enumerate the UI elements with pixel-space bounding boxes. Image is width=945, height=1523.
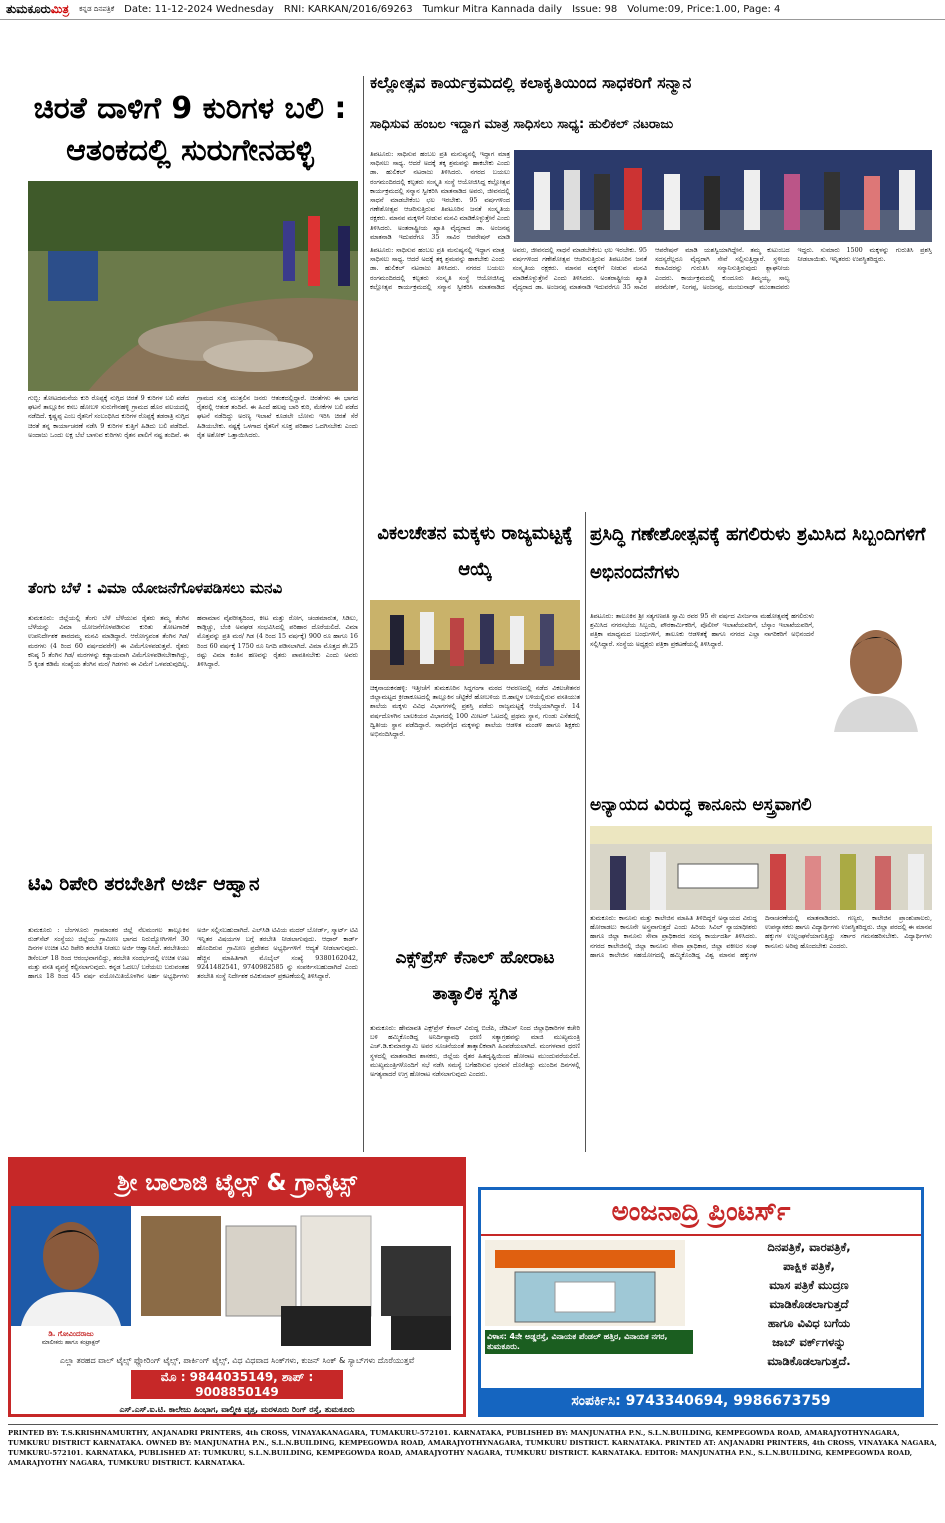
story4-headline: ಕಲ್ಲೋತ್ಸವ ಕಾರ್ಯಕ್ರಮದಲ್ಲಿ ಕಲಾಕೃತಿಯಿಂದ ಸಾಧಕರಿಗೆ ಸನ್ಮಾನ bbox=[370, 74, 692, 92]
story1-body: ಗುಬ್ಬಿ: ತೋಟದಮನೆಯ ಕುರಿ ರೊಪ್ಪಕ್ಕೆ ನುಗ್ಗಿದ ಚಿರತೆ 9 ಕುರಿಗಳ ಬಲಿ ಪಡೆದ ಘಟನೆ ತಾಲ್ಲೂಕಿನ ಕಸಬ ಹೋಬಳಿ ಸುರುಗೇನಹಳ್ಳಿ ಗ್ರಾಮದ ಹೊರ ವಲಯದಲ್ಲಿ ನಡೆದಿದೆ. ಕೃಷ್ಣಪ್ಪ ಎಂಬ ರೈತನಿಗೆ ಸಂಬಂಧಿಸಿದ ಕುರಿಗಳ ರೊಪ್ಪಕ್ಕೆ ತಡರಾತ್ರಿ ನುಗ್ಗಿದ ಚಿರತೆ ತನ್ನ ಕಾರ್ಯಾಚರಣೆ ನಡೆಸಿ 9 ಕುರಿಗಳ ಕುತ್ತಿಗೆ ಹಿಡಿದು ಬಲಿ ಪಡೆದಿದೆ. ಅಂದಾಜು ಒಂದು ಲಕ್ಷ ಬೆಲೆ ಬಾಳುವ ಕುರಿಗಳು ರೈತನ ಪಾಲಿಗೆ ನಷ್ಟ ತಂದಿವೆ. ಈ ಗ್ರಾಮದ ಸುತ್ತ ಮುತ್ತಲಿನ ಜನರು ಆತಂಕದಲ್ಲಿದ್ದಾರೆ. ಚಿರತೆಗಳು ಈ ಭಾಗದ ರೈತರಲ್ಲಿ ಆತಂಕ ತಂದಿವೆ. ಈ ಹಿಂದೆ ಹಲವು ಬಾರಿ ಕುರಿ, ಮೇಕೆಗಳ ಬಲಿ ಪಡೆದ ಘಟನೆ ನಡೆದಿದ್ದು ಅರಣ್ಯ ಇಲಾಖೆ ಕೂಡಲೇ ಬೋನು ಇರಿಸಿ ಚಿರತೆ ಸೆರೆ ಹಿಡಿಯಬೇಕು. ನಷ್ಟಕ್ಕೆ ಒಳಗಾದ ರೈತನಿಗೆ ಸೂಕ್ತ ಪರಿಹಾರ ಒದಗಿಸಬೇಕು ಎಂದು ರೈತ ಅಶೋಕ್ ಒತ್ತಾಯಿಸಿದರು. bbox=[28, 394, 358, 439]
story5-headline: ವಿಕಲಚೇತನ ಮಕ್ಕಳು ರಾಜ್ಯಮಟ್ಟಕ್ಕೆ ಆಯ್ಕೆ bbox=[377, 523, 573, 580]
story8-photo bbox=[590, 826, 932, 910]
story5-body: ಚಿಕ್ಕನಾಯಕನಹಳ್ಳಿ: ಇತ್ತೀಚೆಗೆ ತುಮಕೂರಿನ ಸಿದ್ದಗಂಗಾ ಮಠದ ಆವರಣದಲ್ಲಿ ನಡೆದ ವಿಕಲಚೇತನರ ಜಿಲ್ಲಾಮಟ್ಟದ ಕ್ರೀಡಾಕೂಟದಲ್ಲಿ ತಾಲ್ಲೂಕಿನ ಚೆಟ್ಟಿಕೆರೆ ಹೋಬಳಿಯ ಬಿ.ಹಾಲ್ದಳ ಬಳಿಯಲ್ಲಿರುವ ವಸತಿಯುತ ಶಾಲೆಯ ಮಕ್ಕಳು ವಿವಿಧ ವಿಭಾಗಗಳಲ್ಲಿ ಪ್ರಶಸ್ತಿ ಪಡೆದು ರಾಜ್ಯಮಟ್ಟಕ್ಕೆ ಆಯ್ಕೆಯಾಗಿದ್ದಾರೆ. 14 ವರ್ಷದೊಳಗಿನ ಬಾಲಕಿಯರ ವಿಭಾಗದಲ್ಲಿ 100 ಮೀಟರ್ ಓಟದಲ್ಲಿ ಪ್ರಥಮ ಸ್ಥಾನ, ಗುಂಡು ಎಸೆತದಲ್ಲಿ ದ್ವಿತೀಯ ಸ್ಥಾನ ಪಡೆದಿದ್ದಾರೆ. ಸಾಧನೆಗೈದ ಮಕ್ಕಳನ್ನು ಶಾಲೆಯ ಆಡಳಿತ ಮಂಡಳಿ ಹಾಗೂ ಶಿಕ್ಷಕರು ಅಭಿನಂದಿಸಿದ್ದಾರೆ. bbox=[370, 684, 580, 739]
story4-body: ತಿಪಟೂರು: ಸಾಧಿಸುವ ಹಂಬಲ ಪ್ರತಿ ಮನುಷ್ಯನಲ್ಲಿ ಇದ್ದಾಗ ಮಾತ್ರ ಸಾಧಿಸಲು ಸಾಧ್ಯ. ಆದರೆ ಅದಕ್ಕೆ ತಕ್ಕ ಶ್ರಮವನ್ನು ಹಾಕಬೇಕು ಎಂದು ಡಾ. ಹುಲಿಕಲ್ ನಟರಾಜು ತಿಳಿಸಿದರು. ನಗರದ ಬಯಲು ರಂಗಮಂದಿರದಲ್ಲಿ ಕಲ್ಪತರು ಸಂಸ್ಕೃತಿ ಸಂಸ್ಥೆ ಆಯೋಜಿಸಿದ್ದ ಕಲ್ಲೋತ್ಸವ ಕಾರ್ಯಕ್ರಮದಲ್ಲಿ ಸನ್ಮಾನ ಸ್ವೀಕರಿಸಿ ಮಾತನಾಡಿದ ಅವರು, ಜೀವನದಲ್ಲಿ ಸಾಧನೆ ಮಾಡಬೇಕೆಂಬ ಛಲ ಇರಬೇಕು. 95 ವರ್ಷಗಳಿಂದ ಗಣೇಶೋತ್ಸವ ಆಚರಿಸುತ್ತಿರುವ ತಿಪಟೂರಿನ ಜನತೆ ಸಂಸ್ಕೃತಿಯ ರಕ್ಷಕರು. ಮಾನವ ಮಕ್ಕಳಿಗೆ ನೀಡುವ ಮನವಿ ಮಾಡಿಕೊಳ್ಳುತ್ತೇನೆ ಎಂದು ತಿಳಿಸಿದರು. ಅಂತರಾಷ್ಟ್ರೀಯ ಖ್ಯಾತಿ ವೈದ್ಯರಾದ ಡಾ. ಅಂಜನಪ್ಪ ಮಾತನಾಡಿ ಇದುವರೆಗೂ 35 ಸಾವಿರ ಆಪರೇಷನ್ ಮಾಡಿ bbox=[370, 150, 510, 241]
masthead-tagline: ಕನ್ನಡ ದಿನಪತ್ರಿಕೆ bbox=[79, 5, 115, 13]
story3-body: ತುಮಕೂರು : ಬೆಂಗಳೂರು ಗ್ರಾಮಾಂತರ ಜಿಲ್ಲೆ ನೆಲಮಂಗಲ ತಾಲ್ಲೂಕಿನ ರುಡ್‌ಸೆಟ್ ಸಂಸ್ಥೆಯು ಜಿಲ್ಲೆಯ ಗ್ರಾಮೀಣ ಭಾಗದ ನಿರುದ್ಯೋಗಿಗಳಿಗೆ 30 ದಿನಗಳ ಉಚಿತ ಟಿವಿ ರಿಪೇರಿ ತರಬೇತಿ ನೀಡಲು ಅರ್ಜಿ ಆಹ್ವಾನಿಸಿದೆ. ತರಬೇತಿಯು ಡಿಸೆಂಬರ್ 18 ರಿಂದ ಆರಂಭವಾಗಲಿದ್ದು, ತರಬೇತಿ ಸಂದರ್ಭದಲ್ಲಿ ಉಚಿತ ಊಟ ಮತ್ತು ವಸತಿ ವ್ಯವಸ್ಥೆ ಕಲ್ಪಿಸಲಾಗುವುದು. ಕನ್ನಡ ಓದಲು/ ಬರೆಯಲು ಬರುವಂತಹ ಹಾಗೂ 18 ರಿಂದ 45 ವರ್ಷ ವಯೋಮಿತಿಯೊಳಗಿನ ಅರ್ಹ ಅಭ್ಯರ್ಥಿಗಳು ಅರ್ಜಿ ಸಲ್ಲಿಸಬಹುದಾಗಿದೆ. ಎಲ್‌ಸಿಡಿ ಟಿವಿಯ ಮದರ್ ಬೋರ್ಡ್, ಸ್ಮಾರ್ಟ್ ಟಿವಿ ಇನ್ನಿತರ ವಿಷಯಗಳ ಬಗ್ಗೆ ತರಬೇತಿ ನೀಡಲಾಗುವುದು. ಆಧಾರ್ ಕಾರ್ಡ್ ಹೊಂದಿರುವ ಗ್ರಾಮೀಣ ಪ್ರದೇಶದ ಅಭ್ಯರ್ಥಿಗಳಿಗೆ ಆದ್ಯತೆ ನೀಡಲಾಗುವುದು. ಹೆಚ್ಚಿನ ಮಾಹಿತಿಗಾಗಿ ಮೊಬೈಲ್ ಸಂಖ್ಯೆ 9380162042, 9241482541, 9740982585 ನ್ನು ಸಂಪರ್ಕಿಸಬಹುದಾಗಿದೆ ಎಂದು ತರಬೇತಿ ಸಂಸ್ಥೆ ನಿರ್ದೇಶಕ ರವಿಕುಮಾರ್ ಪ್ರಕಟಣೆಯಲ್ಲಿ ತಿಳಿಸಿದ್ದಾರೆ. bbox=[28, 926, 358, 981]
masthead-date: Date: 11-12-2024 Wednesday bbox=[124, 4, 274, 15]
story6-headline: ಎಕ್ಸ್‌ಪ್ರೆಸ್ ಕೆನಾಲ್ ಹೋರಾಟ ತಾತ್ಕಾಲಿಕ ಸ್ಥಗಿತ bbox=[395, 948, 555, 1004]
story8-body: ತುಮಕೂರು: ಕಾನೂನು ಮತ್ತು ಕಾಲೇಜಿನ ಮಾಹಿತಿ ತಿಳಿದಿದ್ದರೆ ಅನ್ಯಾಯದ ವಿರುದ್ಧ ಹೋರಾಡಲು ಕಾನೂನೇ ಅಸ್ತ್ರವಾಗುತ್ತದೆ ಎಂದು ಹಿರಿಯ ಸಿವಿಲ್ ನ್ಯಾಯಾಧೀಶರು ಹಾಗೂ ಜಿಲ್ಲಾ ಕಾನೂನು ಸೇವಾ ಪ್ರಾಧಿಕಾರದ ಸದಸ್ಯ ಕಾರ್ಯದರ್ಶಿ ತಿಳಿಸಿದರು. ನಗರದ ಕಾಲೇಜಿನಲ್ಲಿ ಜಿಲ್ಲಾ ಕಾನೂನು ಸೇವಾ ಪ್ರಾಧಿಕಾರ, ಜಿಲ್ಲಾ ವಕೀಲರ ಸಂಘ ಹಾಗೂ ಕಾಲೇಜಿನ ಸಹಯೋಗದಲ್ಲಿ ಹಮ್ಮಿಕೊಂಡಿದ್ದ ವಿಶ್ವ ಮಾನವ ಹಕ್ಕುಗಳ ದಿನಾಚರಣೆಯಲ್ಲಿ ಮಾತನಾಡಿದರು. ಗಣ್ಯರು, ಕಾಲೇಜಿನ ಪ್ರಾಂಶುಪಾಲರು, ಉಪನ್ಯಾಸಕರು ಹಾಗೂ ವಿದ್ಯಾರ್ಥಿಗಳು ಉಪಸ್ಥಿತರಿದ್ದರು. ಜಿಲ್ಲಾ ಪರದಲ್ಲಿ ಈ ಮಾನವ ಹಕ್ಕುಗಳ ಉಲ್ಲಂಘನೆಯಾಗುತ್ತಿದ್ದು ಸರ್ಕಾರ ಗಮನಹರಿಸಬೇಕು. ವಿದ್ಯಾರ್ಥಿಗಳು ಕಾನೂನು ಅರಿವು ಹೊಂದಬೇಕು ಎಂದರು. bbox=[590, 914, 932, 959]
masthead-volume: Volume:09, Price:1.00, Page: 4 bbox=[627, 4, 781, 15]
story2-headline: ತೆಂಗು ಬೆಳೆ : ವಿಮಾ ಯೋಜನೆಗೊಳಪಡಿಸಲು ಮನವಿ bbox=[28, 580, 283, 597]
ad1-portrait bbox=[11, 1206, 131, 1356]
ad2-shop bbox=[481, 1236, 697, 1371]
ad2-contact: ಸಂಪರ್ಕಿಸಿ: 9743340694, 9986673759 bbox=[481, 1388, 921, 1414]
ad2-service: ಜಾಬ್ ವರ್ಕ್‌ಗಳನ್ನು bbox=[772, 1335, 846, 1349]
ad2-address: ವಿಳಾಸ: 4ನೇ ಅಡ್ಡರಸ್ತೆ, ವಿನಾಯಕ ಪೆಂಡಲ್ ಹತ್ತಿರ, ವಿನಾಯಕ ನಗರ, ತುಮಕೂರು. bbox=[485, 1330, 693, 1354]
ad2-service: ಮಾಸ ಪತ್ರಿಕೆ ಮುದ್ರಣ bbox=[769, 1278, 849, 1292]
story7-body: ತಿಪಟೂರು: ತಾಲೂಕಿನ ಶ್ರೀ ಸತ್ಯಗಣಪತಿ ಸ್ವಾಮಿ ರವರ 95 ನೇ ವರ್ಷದ ವಿಸರ್ಜನಾ ಮಹೋತ್ಸವಕ್ಕೆ ಹಗಲಿರುಳು ಶ್ರಮಿಸಿದ ನಗರಸಭೆಯ ಸಿಬ್ಬಂದಿ, ಪೌರಕಾರ್ಮಿಕರಿಗೆ, ಪೊಲೀಸ್ ಇಲಾಖೆಯವರಿಗೆ, ಬೆಸ್ಕಾಂ ಇಲಾಖೆಯವರಿಗೆ, ಪತ್ರಿಕಾ ಮಾಧ್ಯಮದ ಬಂಧುಗಳಿಗೆ, ತಾಲೂಕು ಆಡಳಿತಕ್ಕೆ ಹಾಗೂ ನಗರದ ಎಲ್ಲಾ ನಾಗರಿಕರಿಗೆ ಅಭಿನಂದನೆ ಸಲ್ಲಿಸಿದ್ದಾರೆ. ಸಂಸ್ಥೆಯ ಅಧ್ಯಕ್ಷರು ಪತ್ರಿಕಾ ಪ್ರಕಟಣೆಯಲ್ಲಿ ತಿಳಿಸಿದ್ದಾರೆ. bbox=[590, 612, 814, 648]
story4-photo bbox=[514, 150, 932, 242]
ad2-service: ಮಾಡಿಕೊಡಲಾಗುತ್ತದೆ bbox=[769, 1297, 849, 1311]
story6-body: ತುಮಕೂರು: ಹೇಮಾವತಿ ಎಕ್ಸ್‌ಪ್ರೆಸ್ ಕೆನಾಲ್ ವಿರುದ್ಧ ಬಿಜೆಪಿ, ಜೆಡಿಎಸ್ ನಿಂದ ಜಿಲ್ಲಾಧಿಕಾರಿಗಳ ಕಚೇರಿ ಬಳಿ ಹಮ್ಮಿಕೊಂಡಿದ್ದ ಅನಿರ್ದಿಷ್ಟಾವಧಿ ಧರಣಿ ಸತ್ಯಾಗ್ರಹವನ್ನು ಮಾಜಿ ಮುಖ್ಯಮಂತ್ರಿ ಎಚ್.ಡಿ.ಕುಮಾರಸ್ವಾಮಿ ಅವರ ಸೂಚನೆಯಂತೆ ತಾತ್ಕಾಲಿಕವಾಗಿ ಹಿಂಪಡೆಯಲಾಗಿದೆ. ಮಂಗಳವಾರ ಧರಣಿ ಸ್ಥಳದಲ್ಲಿ ಮಾತನಾಡಿದ ಶಾಸಕರು, ಜಿಲ್ಲೆಯ ರೈತರ ಹಿತದೃಷ್ಟಿಯಿಂದ ಹೋರಾಟ ಮುಂದುವರೆಯಲಿದೆ. ಮುಖ್ಯಮಂತ್ರಿಗಳೊಂದಿಗೆ ಸಭೆ ನಡೆಸಿ ಸಮಸ್ಯೆ ಬಗೆಹರಿಸುವ ಭರವಸೆ ದೊರೆತಿದ್ದು ಮುಂದಿನ ದಿನಗಳಲ್ಲಿ ಅಗತ್ಯವಾದರೆ ಉಗ್ರ ಹೋರಾಟ ನಡೆಸಲಾಗುವುದು ಎಂದರು. bbox=[370, 1024, 580, 1079]
masthead-logo: ತುಮಕೂರುಮಿತ್ರ bbox=[6, 2, 70, 16]
ad1-desc: ಎಲ್ಲಾ ತರಹದ ವಾಲ್ ಟೈಲ್ಸ್ ಫ್ಲೋರಿಂಗ್ ಟೈಲ್ಸ್, ಪಾರ್ಕಿಂಗ್ ಟೈಲ್ಸ್, ವಿಧ ವಿಧವಾದ ಸಿಂಕ್‌ಗಳು, ಕುಜನ್ ಸಿಂಕ್ & ಸ್ಯಾಬ್‌ಗಳು ದೊರೆಯುತ್ತವೆ bbox=[59, 1356, 415, 1365]
story4-body-continued: ತಿಪಟೂರು: ಸಾಧಿಸುವ ಹಂಬಲ ಪ್ರತಿ ಮನುಷ್ಯನಲ್ಲಿ ಇದ್ದಾಗ ಮಾತ್ರ ಸಾಧಿಸಲು ಸಾಧ್ಯ. ಆದರೆ ಅದಕ್ಕೆ ತಕ್ಕ ಶ್ರಮವನ್ನು ಹಾಕಬೇಕು ಎಂದು ಡಾ. ಹುಲಿಕಲ್ ನಟರಾಜು ತಿಳಿಸಿದರು. ನಗರದ ಬಯಲು ರಂಗಮಂದಿರದಲ್ಲಿ ಕಲ್ಪತರು ಸಂಸ್ಕೃತಿ ಸಂಸ್ಥೆ ಆಯೋಜಿಸಿದ್ದ ಕಲ್ಲೋತ್ಸವ ಕಾರ್ಯಕ್ರಮದಲ್ಲಿ ಸನ್ಮಾನ ಸ್ವೀಕರಿಸಿ ಮಾತನಾಡಿದ ಅವರು, ಜೀವನದಲ್ಲಿ ಸಾಧನೆ ಮಾಡಬೇಕೆಂಬ ಛಲ ಇರಬೇಕು. 95 ವರ್ಷಗಳಿಂದ ಗಣೇಶೋತ್ಸವ ಆಚರಿಸುತ್ತಿರುವ ತಿಪಟೂರಿನ ಜನತೆ ಸಂಸ್ಕೃತಿಯ ರಕ್ಷಕರು. ಮಾನವ ಮಕ್ಕಳಿಗೆ ನೀಡುವ ಮನವಿ ಮಾಡಿಕೊಳ್ಳುತ್ತೇನೆ ಎಂದು ತಿಳಿಸಿದರು. ಅಂತರಾಷ್ಟ್ರೀಯ ಖ್ಯಾತಿ ವೈದ್ಯರಾದ ಡಾ. ಅಂಜನಪ್ಪ ಮಾತನಾಡಿ ಇದುವರೆಗೂ 35 ಸಾವಿರ ಆಪರೇಷನ್ ಮಾಡಿ ಯಶಸ್ವಿಯಾಗಿದ್ದೇನೆ. ತಮ್ಮ ಕುಟುಂಬದ ಸದಸ್ಯರೆಲ್ಲರೂ ವೈದ್ಯರಾಗಿ ಸೇವೆ ಸಲ್ಲಿಸುತ್ತಿದ್ದಾರೆ. ಸ್ಥಳೀಯ ಕಲಾವಿದರನ್ನು ಗುರುತಿಸಿ ಸನ್ಮಾನಿಸುತ್ತಿರುವುದು ಶ್ಲಾಘನೀಯ ಎಂದರು. ಕಾರ್ಯಕ್ರಮದಲ್ಲಿ ಕುಂದೂರು ತಿಮ್ಮಯ್ಯ, ಸಾಲ್ಯ ಪರಮೇಶ್, ನಿಂಗಪ್ಪ, ಅಂಜನಪ್ಪ, ಮಂಜುನಾಥ್ ಮುಂತಾದವರು ಇದ್ದರು. ಸುಮಾರು 1500 ಮಕ್ಕಳನ್ನು ಗುರುತಿಸಿ ಪ್ರಶಸ್ತಿ ನೀಡಲಾಯಿತು. ಇನ್ನಿತರರು ಉಪಸ್ಥಿತರಿದ್ದರು. bbox=[370, 246, 932, 291]
masthead-rni: RNI: KARKAN/2016/69263 bbox=[283, 4, 413, 15]
ad2-service: ದಿನಪತ್ರಿಕೆ, ವಾರಪತ್ರಿಕೆ, bbox=[767, 1240, 851, 1254]
ad2-title: ಅಂಜನಾದ್ರಿ ಪ್ರಿಂಟರ್ಸ್ bbox=[481, 1190, 921, 1236]
ad1-phone: ಮೊ : 9844035149, ಶಾಪ್ : 9008850149 bbox=[131, 1370, 343, 1399]
story7-portrait bbox=[820, 612, 932, 732]
masthead bbox=[0, 0, 945, 20]
footer-imprint: PRINTED BY: T.S.KRISHNAMURTHY, ANJANADRI PRINTERS, 4th CROSS, VINAYAKANAGARA, TUMAKURU-572101. KARNATAKA, PUBLISHED BY: MANJUNATHA P.N., S.L.N.BUILDING, KEMPEGOWDA ROAD, AMARAJYOTHYNAGARA, TUMKURU DISTRICT KARNATAKA. OWNED BY: MANJUNATHA P.N., S.L.N.BUILDING, KEMPEGOWDA ROAD, AMARAJYOTHYNAGARA, TUMKURU DISTRICT. KARNATAKA. PRINTED AT: ANJANADRI PRINTERS, 4th CROSS, VINAYAKA NAGARA, TUMKURU-572101. KARNATAKA, PUBLISHED AT: TUMKURU, S.L.N.BUILDING, KEMPEGOWDA ROAD, AMARAJYOTHY NAGARA, TUMKURU DISTRICT. KARNATAKA. EDITOR: MANJUNATHA P.N., S.L.N.BUILDING, KEMPEGOWDA ROAD, AMARAJYOTHY NAGARA, TUMKURU DISTRICT. KARNATAKA. bbox=[8, 1424, 938, 1519]
ad1-person: ಡಿ. ಗೋವಿಂದರಾಜು bbox=[48, 1330, 94, 1338]
story1-photo bbox=[28, 181, 358, 391]
story1-headline: ಚಿರತೆ ದಾಳಿಗೆ 9 ಕುರಿಗಳ ಬಲಿ : ಆತಂಕದಲ್ಲಿ ಸುರುಗೇನಹಳ್ಳಿ bbox=[33, 91, 347, 168]
story5-photo bbox=[370, 600, 580, 680]
ad-anjanadri-printers bbox=[478, 1187, 924, 1417]
story4-subhead: ಸಾಧಿಸುವ ಹಂಬಲ ಇದ್ದಾಗ ಮಾತ್ರ ಸಾಧಿಸಲು ಸಾಧ್ಯ: ಹುಲಿಕಲ್ ನಟರಾಜು bbox=[370, 118, 674, 132]
story8-headline: ಅನ್ಯಾಯದ ವಿರುದ್ಧ ಕಾನೂನು ಅಸ್ತ್ರವಾಗಲಿ bbox=[590, 796, 812, 815]
ad2-services bbox=[697, 1236, 921, 1371]
ad2-service: ಮಾಡಿಕೊಡಲಾಗುತ್ತದೆ. bbox=[767, 1354, 851, 1368]
ad1-address: ಎಸ್.ಎಸ್.ಐ.ಟಿ. ಕಾಲೇಜು ಹಿಂಭಾಗ, ವಾಲ್ಮೀಕಿ ವೃತ್ತ, ಮರಳೂರು ರಿಂಗ್ ರಸ್ತೆ, ತುಮಕೂರು bbox=[119, 1405, 355, 1414]
column-divider bbox=[363, 76, 364, 1152]
ad-balaji-tiles bbox=[8, 1157, 466, 1417]
ad2-service: ಹಾಗೂ ವಿವಿಧ ಬಗೆಯ bbox=[767, 1316, 851, 1330]
story7-headline: ಪ್ರಸಿದ್ಧಿ ಗಣೇಶೋತ್ಸವಕ್ಕೆ ಹಗಲಿರುಳು ಶ್ರಮಿಸಿದ ಸಿಬ್ಬಂದಿಗಳಿಗೆ ಅಭಿನಂದನೆಗಳು bbox=[590, 524, 926, 583]
ad1-person-role: ಮಾಲೀಕರು ಹಾಗೂ ಕಂಟ್ರಾಕ್ಟರ್ bbox=[41, 1339, 101, 1346]
masthead-paper: Tumkur Mitra Kannada daily bbox=[422, 4, 563, 15]
masthead-issue: Issue: 98 bbox=[572, 4, 618, 15]
story3-headline: ಟಿವಿ ರಿಪೇರಿ ತರಬೇತಿಗೆ ಅರ್ಜಿ ಆಹ್ವಾನ bbox=[28, 874, 260, 895]
ad1-title: ಶ್ರೀ ಬಾಲಾಜಿ ಟೈಲ್ಸ್ & ಗ್ರಾನೈಟ್ಸ್ bbox=[11, 1160, 463, 1206]
column-divider-2 bbox=[585, 512, 586, 1152]
story2-body: ತುಮಕೂರು: ಜಿಲ್ಲೆಯಲ್ಲಿ ತೆಂಗು ಬೆಳೆ ಬೆಳೆಯುವ ರೈತರು ತಮ್ಮ ತೆಂಗಿನ ಬೆಳೆಯನ್ನು ವಿಮಾ ಯೋಜನೆಗೊಳಪಡಿಸುವ ಕುರಿತು ತೋಟಗಾರಿಕೆ ಉಪನಿರ್ದೇಶಕ ಶಾರದಮ್ಮ ಮನವಿ ಮಾಡಿದ್ದಾರೆ. ಆರೋಗ್ಯವಂತ ತೆಂಗಿನ ಗಿಡ/ ಮರಗಳು (4 ರಿಂದ 60 ವರ್ಷದವರೆಗೆ) ಈ ವಿಮೆಗೊಳಪಡುತ್ತವೆ. ರೈತರು ಕನಿಷ್ಠ 5 ತೆಂಗಿನ ಗಿಡ/ ಮರಗಳನ್ನು ಕಡ್ಡಾಯವಾಗಿ ವಿಮೆಗೊಳಪಡಿಸಬೇಕಾಗಿದ್ದು, 5 ಕ್ಕಿಂತ ಕಡಿಮೆ ಸಂಖ್ಯೆಯ ತೆಂಗಿನ ಮರ/ ಗಿಡಗಳು ಈ ವಿಮೆಗೆ ಒಳಪಡುವುದಿಲ್ಲ. ಹವಾಮಾನ ವೈಪರೀತ್ಯದಿಂದ, ಕೀಟ ಮತ್ತು ರೋಗ, ಚಂಡಮಾರುತ, ಸಿಡಿಲು, ಕಾಡ್ಗಿಚ್ಚು, ಬೆಂಕಿ ಅವಘಡ ಸಂಭವಿಸಿದಲ್ಲಿ ಪರಿಹಾರ ದೊರೆಯಲಿದೆ. ವಿಮಾ ಮೊತ್ತವನ್ನು ಪ್ರತಿ ಮರ/ ಗಿಡ (4 ರಿಂದ 15 ವರ್ಷಕ್ಕೆ) 900 ರೂ ಹಾಗೂ 16 ರಿಂದ 60 ವರ್ಷಕ್ಕೆ 1750 ರೂ ನಿಗದಿ ಪಡಿಸಲಾಗಿದೆ. ವಿಮಾ ಮೊತ್ತದ ಶೇ.25 ರಷ್ಟು ವಿಮಾ ಕಂತಿನ ಹಣವನ್ನು ರೈತರು ಪಾವತಿಸಬೇಕು ಎಂದು ಅವರು ತಿಳಿಸಿದ್ದಾರೆ. bbox=[28, 614, 358, 669]
ad1-tiles bbox=[131, 1206, 463, 1356]
ad2-service: ಪಾಕ್ಷಿಕ ಪತ್ರಿಕೆ, bbox=[783, 1259, 835, 1273]
